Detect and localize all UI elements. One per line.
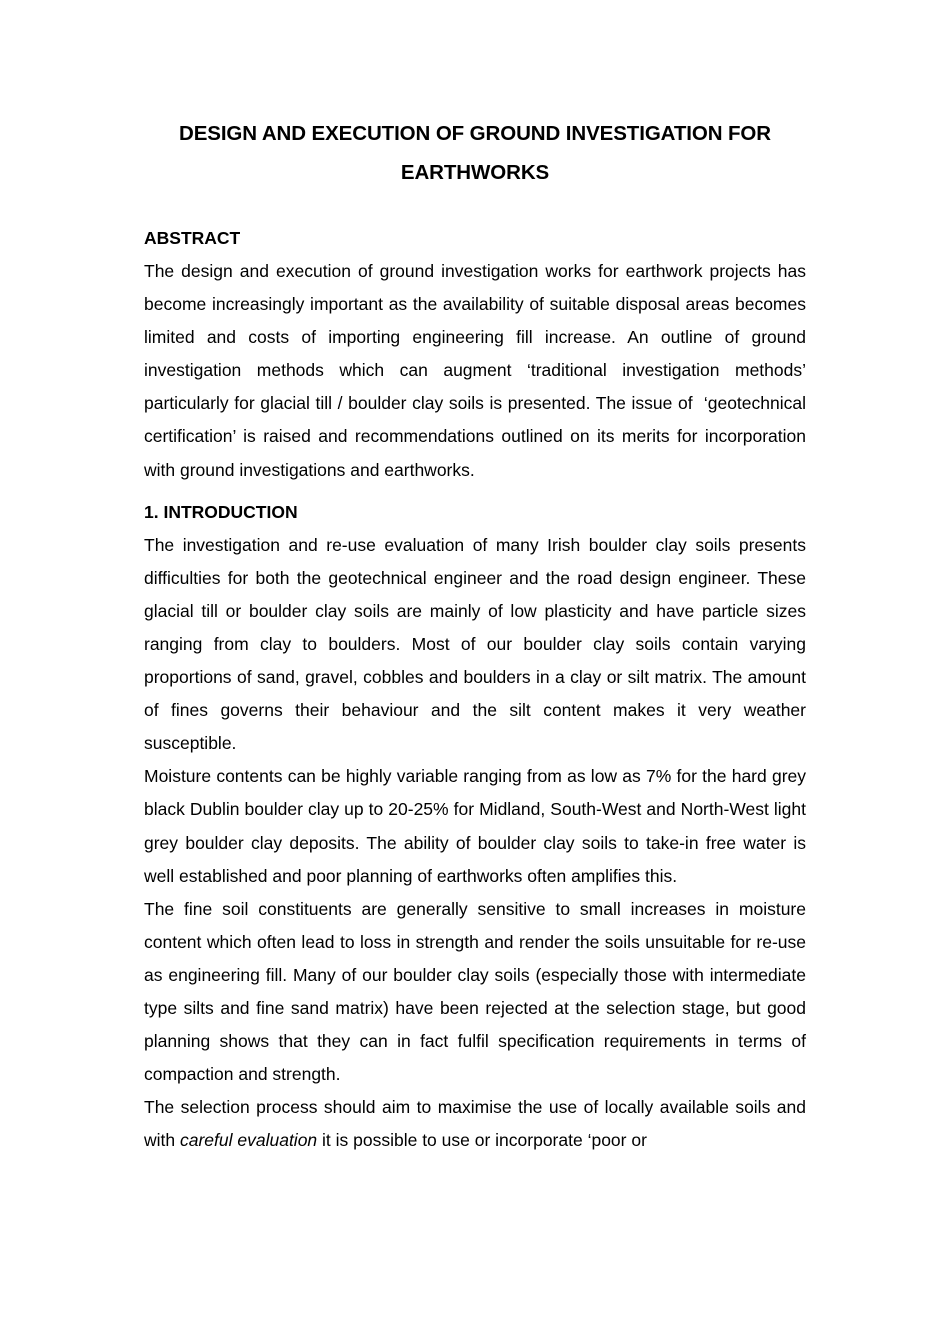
paragraph-4-end: it is possible to use or incorporate ‘poor or (317, 1130, 647, 1151)
introduction-paragraph-1: The investigation and re-use evaluation of many Irish boulder clay soils presents difficulties for both the geotechnical engineer and the road design engineer. These glacial till or boulder clay soils are mainly of low plasticity and have particle sizes ranging from clay to boulders. Most of our boulder clay soils contain varying proportions of sand, gravel, cobbles and boulders in a clay or silt matrix. The amount of fines governs their behaviour and the silt content makes it very weather susceptible. (144, 534, 806, 754)
title-line-2: EARTHWORKS (400, 161, 550, 184)
paragraph-4-start: The selection process should aim to maximise the use of locally available soils and with (144, 1097, 806, 1151)
introduction-paragraph-4 (144, 1091, 806, 1157)
abstract-paragraph: The design and execution of ground investigation works for earthwork projects has become increasingly important as the availability of suitable disposal areas becomes limited and costs of importing engineering fill increase. An outline of ground investigation methods which can augment ‘traditional investigation methods’ particularly for glacial till / boulder clay soils is presented. The issue of ‘geotechnical certification’ is raised and recommendations outlined on its merits for incorporation with ground investigations and earthworks. (144, 261, 806, 480)
document-title (144, 114, 806, 192)
introduction-paragraph-3: The fine soil constituents are generally sensitive to small increases in moisture content which often lead to loss in strength and render the soils unsuitable for re-use as engineering fill. Many of our boulder clay soils (especially those with intermediate type silts and fine sand matrix) have been rejected at the selection stage, but good planning shows that they can in fact fulfil specification requirements in terms of compaction and strength. (144, 898, 806, 1085)
introduction-paragraph-2: Moisture contents can be highly variable ranging from as low as 7% for the hard grey black Dublin boulder clay up to 20-25% for Midland, South-West and North-West light grey boulder clay deposits. The ability of boulder clay soils to take-in free water is well established and poor planning of earthworks often amplifies this. (144, 766, 806, 886)
title-line-1: DESIGN AND EXECUTION OF GROUND INVESTIGATION FOR (178, 122, 771, 145)
careful-evaluation-emphasis: careful evaluation (179, 1130, 318, 1151)
document-page (144, 114, 806, 1157)
introduction-heading: 1. INTRODUCTION (144, 501, 298, 522)
abstract-heading: ABSTRACT (144, 228, 241, 248)
